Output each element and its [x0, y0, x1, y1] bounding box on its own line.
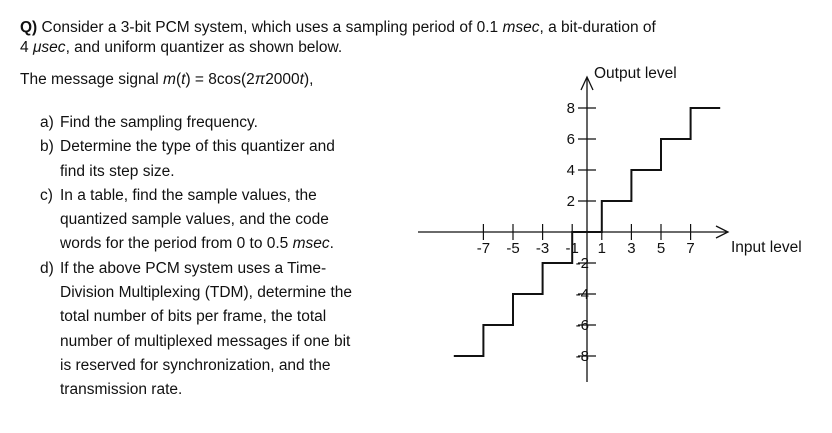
x-tick-label: -5: [506, 240, 520, 257]
question-line-2: 4 μsec, and uniform quantizer as shown below.: [20, 39, 343, 56]
item-text: Determine the type of this quantizer and: [60, 138, 335, 156]
item-text: is reserved for synchronization, and the: [60, 356, 331, 374]
item-text: total number of bits per frame, the total: [60, 308, 327, 326]
item-text: quantized sample values, and the code: [60, 211, 329, 229]
y-tick-label: -6: [575, 317, 589, 334]
item-text: Division Multiplexing (TDM), determine the: [60, 284, 353, 302]
chart-axes: [418, 77, 728, 382]
y-tick-label: -8: [575, 348, 589, 365]
question-line-1: Q) Consider a 3-bit PCM system, which uses a sampling period of 0.1 msec, a bit-duration of: [20, 19, 656, 36]
x-tick-label: 3: [627, 240, 636, 257]
x-tick-label: 1: [597, 240, 606, 257]
y-tick-label: 4: [566, 162, 575, 179]
x-tick-label: -3: [535, 240, 550, 257]
item-marker: b): [40, 138, 54, 156]
question-marker: Q): [20, 19, 38, 36]
x-tick-label: -7: [476, 240, 491, 257]
y-tick-label: 8: [566, 100, 575, 117]
y-tick-label: 6: [566, 131, 575, 148]
y-tick-label: -2: [575, 255, 589, 272]
item-marker: c): [40, 186, 53, 204]
y-axis-label: Output level: [594, 65, 677, 82]
item-text: If the above PCM system uses a Time-: [60, 259, 327, 277]
item-text: In a table, find the sample values, the: [60, 186, 317, 204]
x-axis-label: Input level: [731, 239, 802, 256]
x-tick-label: 7: [686, 240, 695, 257]
item-marker: d): [40, 259, 54, 277]
item-marker: a): [40, 114, 54, 131]
y-tick-label: 2: [566, 193, 575, 210]
item-text: Find the sampling frequency.: [60, 114, 258, 131]
y-tick-label: -4: [575, 286, 589, 303]
item-text: number of multiplexed messages if one bit: [60, 332, 351, 350]
item-text: words for the period from 0 to 0.5 msec.: [60, 235, 334, 253]
item-text: transmission rate.: [60, 381, 183, 399]
x-tick-label: -1: [565, 240, 579, 257]
x-tick-label: 5: [656, 240, 666, 257]
item-text: find its step size.: [60, 162, 175, 180]
message-signal-line: The message signal m(t) = 8cos(2π2000t),: [20, 71, 314, 88]
